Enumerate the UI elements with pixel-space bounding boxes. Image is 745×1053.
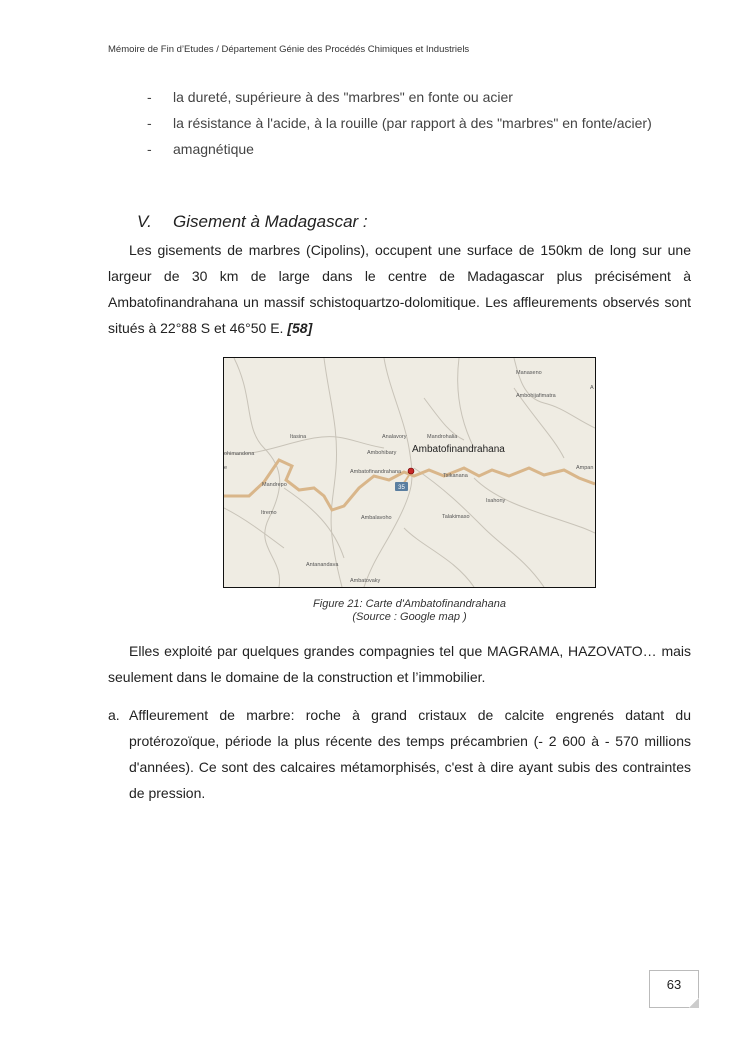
road-number: 35	[398, 485, 405, 491]
place-label: Ambatofinandrahana	[350, 469, 402, 475]
place-label: Itremo	[261, 510, 277, 516]
place-label: Mandrohalia	[427, 434, 458, 440]
bullet-text: la résistance à l'acide, à la rouille (par rapport à des "marbres" en fonte/acier)	[173, 115, 652, 131]
place-label: Ambalavoho	[361, 515, 392, 521]
place-label: Antanandava	[306, 562, 339, 568]
map-figure	[223, 357, 596, 588]
place-label: A	[590, 385, 594, 391]
list-item-a	[108, 702, 691, 806]
place-label: Itasina	[290, 434, 307, 440]
place-label: Ambatovaky	[350, 578, 381, 584]
bullet-text: la dureté, supérieure à des "marbres" en fonte ou acier	[173, 89, 513, 105]
caption-title: Figure 21: Carte d'Ambatofinandrahana	[313, 598, 506, 610]
place-label: Talakimaso	[442, 514, 470, 520]
list-item-text: Affleurement de marbre: roche à grand cristaux de calcite engrenés datant du protérozoïque, période la plus récente des temps précambrien (- 2 600 à - 570 millions d'années). Ce sont des calcaires métamorphisés, c'est à dire ayant subis des contraintes de pression.	[129, 707, 691, 801]
place-label: Ambohibary	[367, 450, 397, 456]
bullet-text: amagnétique	[173, 141, 254, 157]
page-number-box	[649, 970, 699, 1008]
place-label: Manaseno	[516, 370, 542, 376]
page-corner-fold	[689, 998, 699, 1008]
citation-ref: [58]	[287, 320, 313, 336]
list-marker: a.	[108, 707, 120, 723]
place-label: ohimandona	[224, 451, 255, 457]
bullet-dash: -	[147, 89, 152, 105]
place-label: Ampan	[576, 465, 594, 471]
bullet-dash: -	[147, 141, 152, 157]
map-main-label: Ambatofinandrahana	[412, 444, 505, 455]
bullet-item	[147, 115, 652, 131]
bullet-item	[147, 89, 513, 105]
figure-caption	[223, 598, 596, 624]
bullet-item	[147, 141, 254, 157]
place-label: Analavory	[382, 434, 407, 440]
running-header: Mémoire de Fin d’Etudes / Département Génie des Procédés Chimiques et Industriels	[108, 44, 470, 55]
section-number: V.	[137, 212, 152, 231]
paragraph-text: Les gisements de marbres (Cipolins), occupent une surface de 150km de long sur une largeur de 30 km de large dans le centre de Madagascar plus précisément à Ambatofinandrahana un massif schistoquartzo-dolomitique. Les affleurements observés sont situés à 22°88 S et 46°50 E.	[108, 242, 691, 336]
place-label: Isahony	[486, 498, 506, 504]
caption-source: (Source : Google map )	[352, 611, 467, 623]
page-number: 63	[666, 977, 682, 992]
place-label: e	[224, 465, 228, 471]
map-canvas	[224, 358, 595, 587]
place-label: Mandrepo	[262, 482, 287, 488]
city-marker	[408, 468, 414, 474]
bullet-dash: -	[147, 115, 152, 131]
paragraph-gisements	[108, 237, 691, 341]
place-label: Ambohijafimatra	[516, 393, 556, 399]
section-title: Gisement à Madagascar :	[173, 212, 368, 231]
paragraph-exploitation: Elles exploité par quelques grandes compagnies tel que MAGRAMA, HAZOVATO… mais seulement dans le domaine de la construction et l’immobilier.	[108, 643, 691, 685]
section-heading	[137, 212, 368, 232]
place-label: Tsikanana	[443, 473, 468, 479]
